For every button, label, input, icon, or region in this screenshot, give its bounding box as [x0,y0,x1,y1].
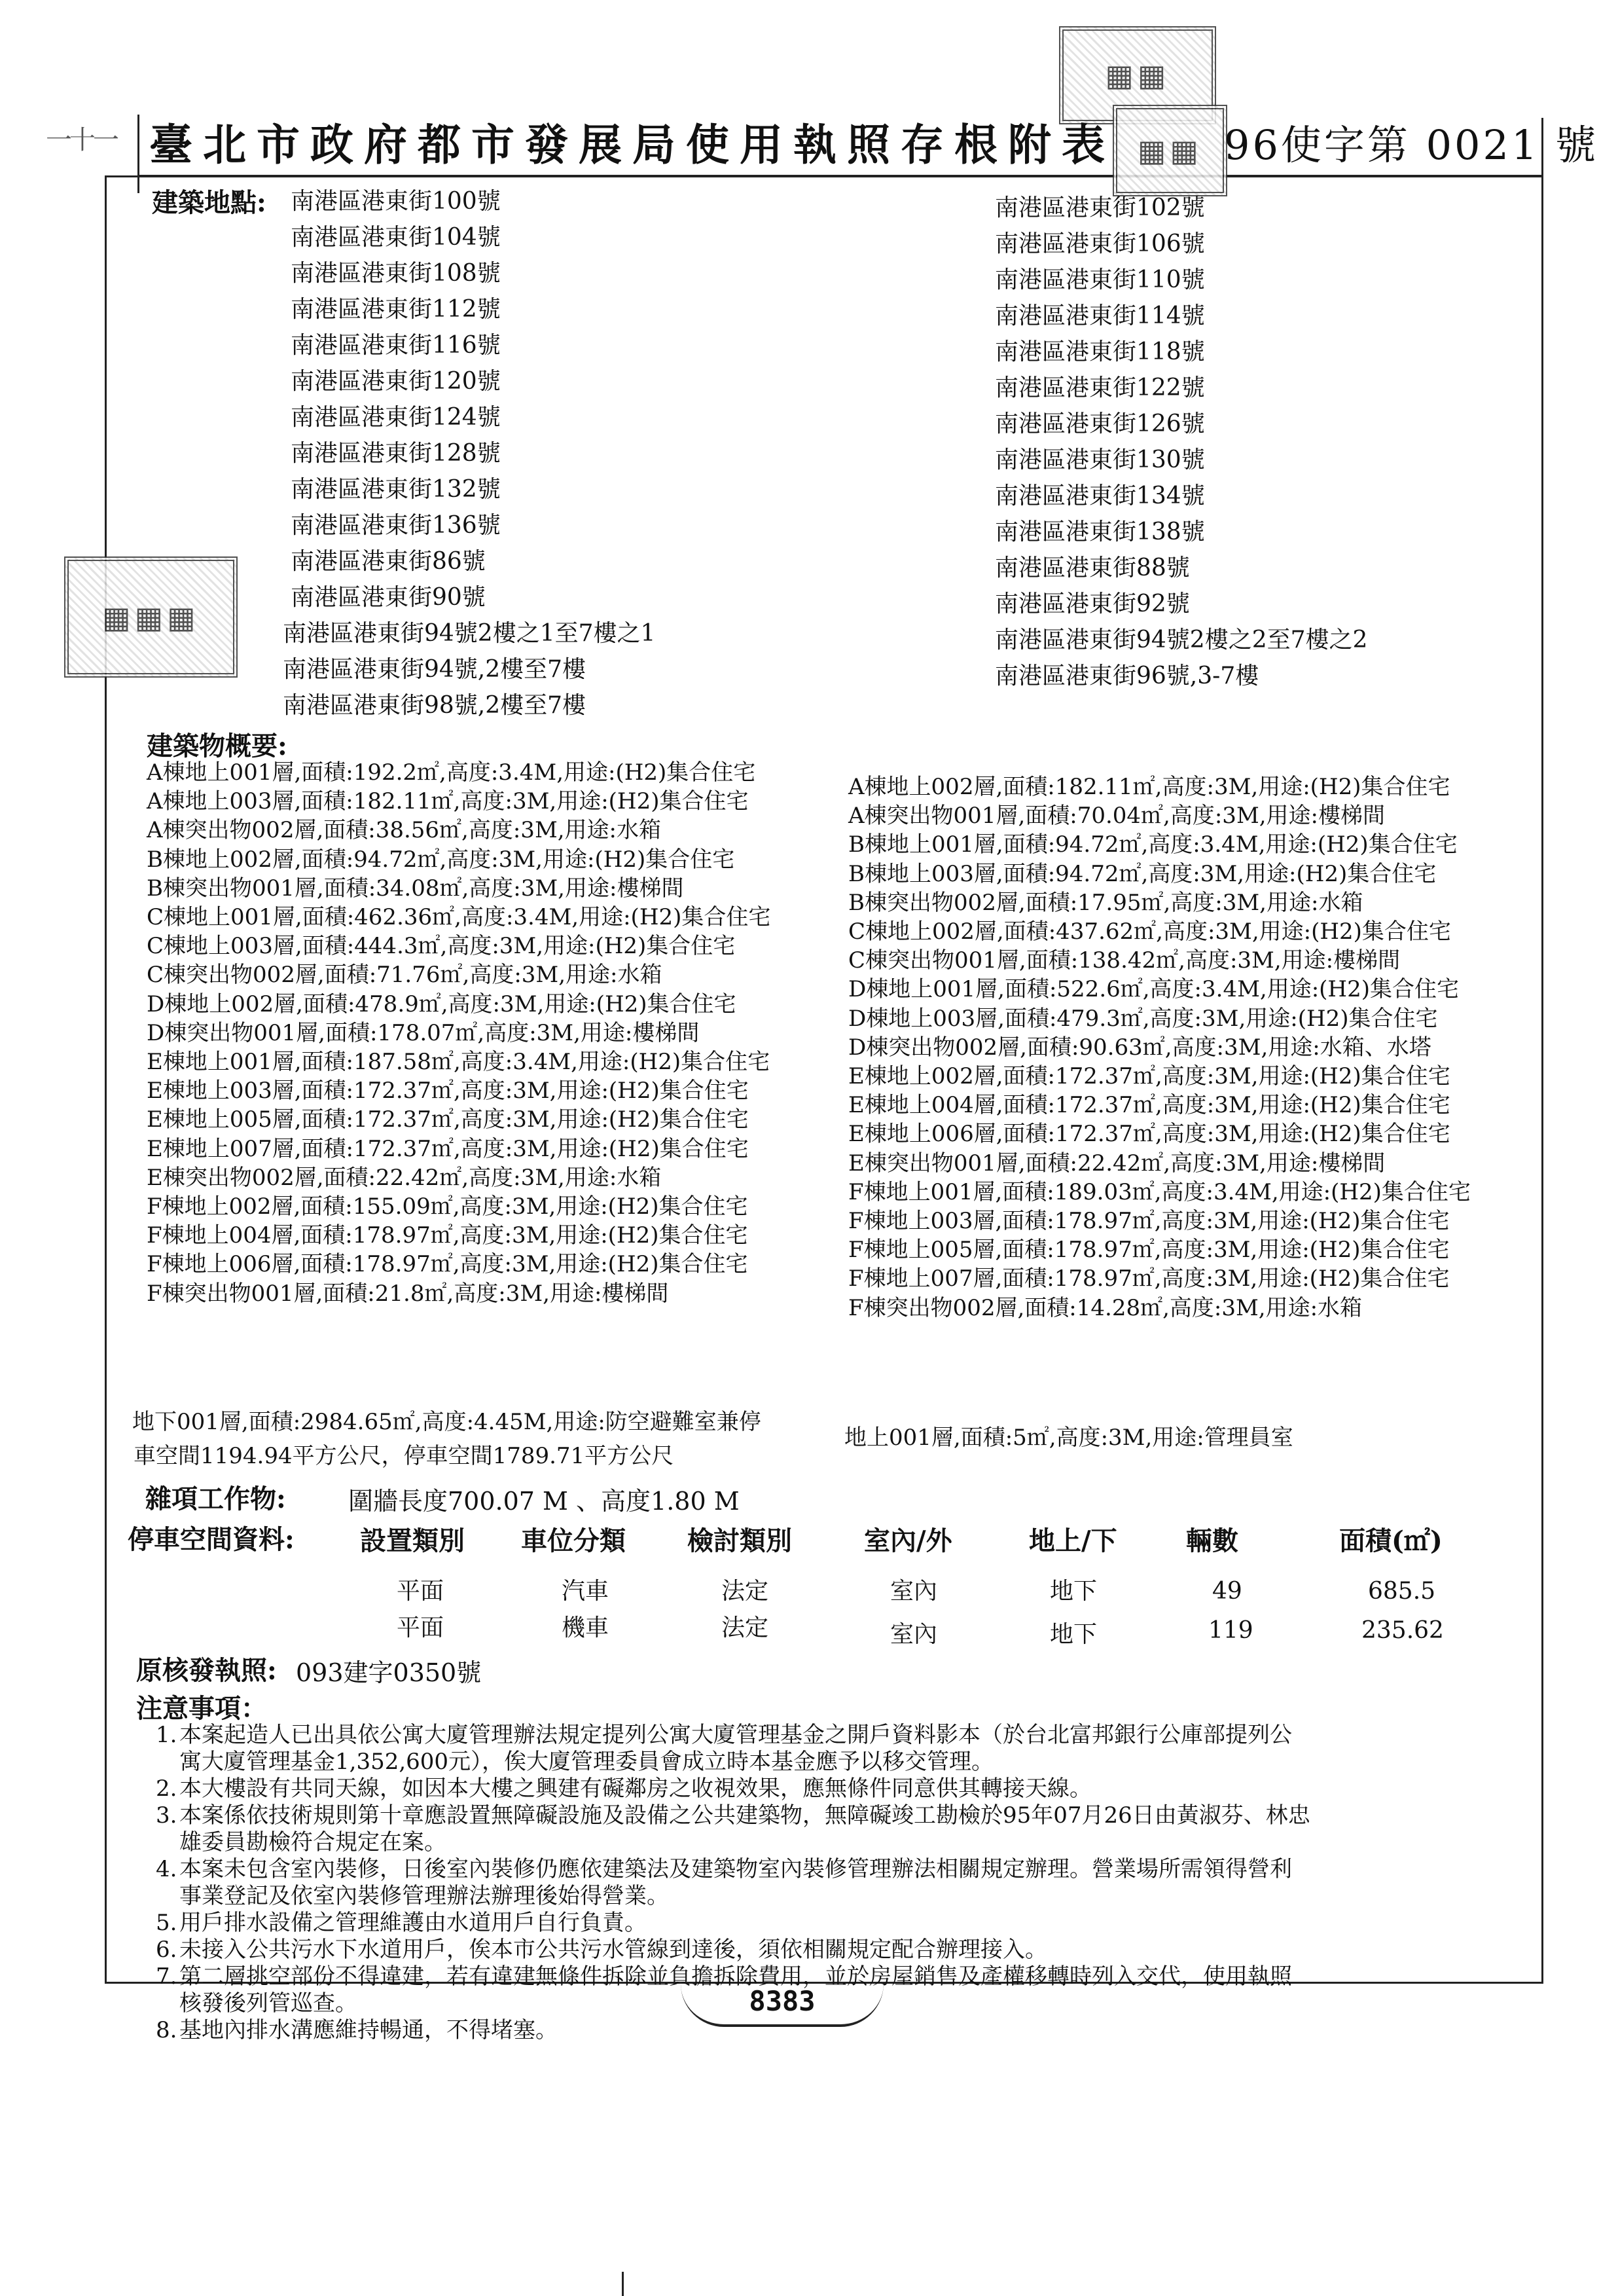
parking-cell: 室內 [890,1578,938,1605]
ground-mgmt-spec: 地上001層,面積:5㎡,高度:3M,用途:管理員室 [844,1425,1293,1451]
parking-cell: 地下 [1050,1621,1098,1648]
overview-item: F棟地上002層,面積:155.09㎡,高度:3M,用途:(H2)集合住宅 [147,1194,748,1220]
document-number: 96使字第 0021 號 [1224,121,1599,169]
overview-item: A棟地上001層,面積:192.2㎡,高度:3.4M,用途:(H2)集合住宅 [147,759,756,786]
note-number: 7. [156,1963,177,1990]
parking-cell: 119 [1208,1617,1253,1644]
note-item [156,1910,1537,1937]
overview-item: A棟突出物001層,面積:70.04㎡,高度:3M,用途:樓梯間 [848,803,1386,829]
overview-item: F棟突出物002層,面積:14.28㎡,高度:3M,用途:水箱 [848,1294,1363,1321]
note-text-cont: 寓大廈管理基金1,352,600元），俟大廈管理委員會成立時本基金應予以移交管理。 [179,1749,994,1775]
official-seal-stamp: ▦▦ [1113,105,1227,196]
parking-cell: 235.62 [1361,1617,1444,1644]
address-label: 建築地點: [152,187,266,218]
parking-header: 檢討類別 [687,1525,792,1556]
overview-item: E棟地上007層,面積:172.37㎡,高度:3M,用途:(H2)集合住宅 [147,1135,749,1162]
note-number: 5. [156,1910,177,1936]
parking-cell: 法定 [721,1578,769,1605]
original-permit-value: 093建字0350號 [296,1658,482,1687]
overview-item: F棟地上003層,面積:178.97㎡,高度:3M,用途:(H2)集合住宅 [848,1208,1450,1235]
notes-label: 注意事項： [136,1693,267,1724]
overview-item: F棟突出物001層,面積:21.8㎡,高度:3M,用途:樓梯間 [147,1280,669,1307]
page-number-seal: 8383 [681,1984,884,2027]
overview-item: C棟突出物002層,面積:71.76㎡,高度:3M,用途:水箱 [147,962,662,989]
note-number: 3. [156,1802,177,1829]
parking-cell: 機車 [562,1614,609,1641]
address-item: 南港區港東街102號 [995,194,1205,221]
overview-item: F棟地上006層,面積:178.97㎡,高度:3M,用途:(H2)集合住宅 [147,1251,748,1278]
overview-item: E棟地上005層,面積:172.37㎡,高度:3M,用途:(H2)集合住宅 [147,1106,749,1133]
overview-item: F棟地上004層,面積:178.97㎡,高度:3M,用途:(H2)集合住宅 [147,1222,748,1249]
address-item: 南港區港東街118號 [995,338,1205,365]
overview-item: E棟地上001層,面積:187.58㎡,高度:3.4M,用途:(H2)集合住宅 [147,1049,770,1076]
address-item: 南港區港東街104號 [291,224,501,251]
parking-cell: 平面 [397,1578,444,1605]
overview-item: B棟地上002層,面積:94.72㎡,高度:3M,用途:(H2)集合住宅 [147,846,735,873]
overview-item: B棟突出物002層,面積:17.95㎡,高度:3M,用途:水箱 [848,889,1363,916]
note-line [156,1776,1537,1802]
frame-divider [137,115,139,193]
note-item [156,1722,1537,1776]
note-text: 未接入公共污水下水道用戶，俟本市公共污水管線到達後，須依相關規定配合辦理接入。 [179,1937,1047,1963]
overview-label: 建築物概要: [147,731,287,761]
address-item: 南港區港東街120號 [291,368,501,395]
note-text: 本案係依技術規則第十章應設置無障礙設施及設備之公共建築物，無障礙竣工勘檢於95年07月26日由黃淑芬、林忠 [179,1802,1310,1829]
address-item: 南港區港東街106號 [995,230,1205,257]
address-item: 南港區港東街110號 [995,266,1205,293]
official-seal-stamp: ▦▦▦ [64,556,238,678]
overview-item: D棟突出物001層,面積:178.07㎡,高度:3M,用途:樓梯間 [147,1019,700,1046]
overview-item: F棟地上005層,面積:178.97㎡,高度:3M,用途:(H2)集合住宅 [848,1237,1450,1264]
note-item [156,1856,1537,1910]
overview-list-right [848,773,1471,1322]
overview-list-left [147,758,770,1308]
overview-item: E棟地上002層,面積:172.37㎡,高度:3M,用途:(H2)集合住宅 [848,1063,1450,1090]
overview-item: D棟突出物002層,面積:90.63㎡,高度:3M,用途:水箱、水塔 [848,1034,1431,1061]
overview-item: F棟地上007層,面積:178.97㎡,高度:3M,用途:(H2)集合住宅 [848,1266,1450,1292]
note-item [156,1776,1537,1802]
parking-header: 輛數 [1186,1525,1238,1556]
note-text: 基地內排水溝應維持暢通，不得堵塞。 [179,2017,558,2043]
overview-item: D棟地上002層,面積:478.9㎡,高度:3M,用途:(H2)集合住宅 [147,991,736,1017]
overview-item: A棟突出物002層,面積:38.56㎡,高度:3M,用途:水箱 [147,817,662,844]
parking-header: 面積(㎡) [1339,1525,1443,1556]
address-item: 南港區港東街108號 [291,260,501,287]
overview-item: A棟地上002層,面積:182.11㎡,高度:3M,用途:(H2)集合住宅 [848,774,1450,800]
address-item: 南港區港東街94號2樓之1至7樓之1 [283,620,656,647]
note-line [156,1910,1537,1937]
address-item: 南港區港東街96號,3-7樓 [995,663,1259,689]
note-number: 6. [156,1937,177,1963]
parking-cell: 49 [1212,1578,1242,1605]
overview-item: E棟突出物002層,面積:22.42㎡,高度:3M,用途:水箱 [147,1164,662,1191]
overview-item: B棟地上001層,面積:94.72㎡,高度:3.4M,用途:(H2)集合住宅 [848,831,1458,858]
parking-cell: 法定 [721,1614,769,1641]
address-item: 南港區港東街116號 [291,332,501,359]
address-item: 南港區港東街98號,2樓至7樓 [283,692,586,719]
address-list-left [291,183,501,615]
parking-cell: 地下 [1050,1578,1098,1605]
note-line [156,1856,1537,1883]
address-item: 南港區港東街100號 [291,188,501,215]
note-number: 8. [156,2017,177,2043]
overview-item: B棟地上003層,面積:94.72㎡,高度:3M,用途:(H2)集合住宅 [848,860,1437,887]
address-item: 南港區港東街94號,2樓至7樓 [283,656,586,683]
address-item: 南港區港東街126號 [995,410,1205,437]
note-text: 本案起造人已出具依公寓大廈管理辦法規定提列公寓大廈管理基金之開戶資料影本（於台北富邦銀行公庫部提列公 [179,1722,1292,1748]
note-line [156,1802,1537,1829]
address-item: 南港區港東街136號 [291,512,501,539]
address-list-right [995,190,1367,694]
address-item: 南港區港東街134號 [995,483,1205,509]
basement-spec: 地下001層,面積:2984.65㎡,高度:4.45M,用途:防空避難室兼停 [132,1409,761,1435]
parking-header: 車位分類 [521,1525,626,1556]
note-item [156,1802,1537,1856]
overview-item: C棟突出物001層,面積:138.42㎡,高度:3M,用途:樓梯間 [848,947,1401,974]
parking-cell: 汽車 [562,1578,609,1605]
address-item: 南港區港東街94號2樓之2至7樓之2 [995,627,1368,653]
parking-label: 停車空間資料: [128,1524,295,1555]
parking-cell: 平面 [397,1614,444,1641]
official-seal-stamp: ▦▦ [1059,26,1216,124]
address-item: 南港區港東街92號 [995,591,1190,617]
address-item: 南港區港東街88號 [995,555,1190,581]
overview-item: E棟地上003層,面積:172.37㎡,高度:3M,用途:(H2)集合住宅 [147,1078,749,1104]
note-text-cont: 事業登記及依室內裝修管理辦法辦理後始得營業。 [179,1883,669,1909]
margin-tick [622,2272,624,2296]
address-item: 南港區港東街124號 [291,404,501,431]
note-number: 4. [156,1856,177,1882]
overview-item: E棟地上004層,面積:172.37㎡,高度:3M,用途:(H2)集合住宅 [848,1092,1450,1119]
parking-header: 設置類別 [360,1525,465,1556]
note-line [156,1722,1537,1749]
overview-item: C棟地上002層,面積:437.62㎡,高度:3M,用途:(H2)集合住宅 [848,919,1451,945]
misc-works-label: 雜項工作物: [145,1484,286,1514]
note-item [156,1937,1537,1963]
basement-spec-cont: 車空間1194.94平方公尺，停車空間1789.71平方公尺 [134,1443,674,1469]
overview-item: C棟地上001層,面積:462.36㎡,高度:3.4M,用途:(H2)集合住宅 [147,904,771,931]
note-text-cont: 核發後列管巡查。 [179,1990,357,2016]
parking-header: 室內/外 [864,1525,952,1556]
address-item: 南港區港東街114號 [995,302,1205,329]
note-text: 本案未包含室內裝修，日後室內裝修仍應依建築法及建築物室內裝修管理辦法相關規定辦理。營業場所需領得營利 [179,1856,1292,1882]
page-title: 臺北市政府都市發展局使用執照存根附表 [149,119,1115,170]
overview-item: F棟地上001層,面積:189.03㎡,高度:3.4M,用途:(H2)集合住宅 [848,1178,1471,1205]
overview-item: B棟突出物001層,面積:34.08㎡,高度:3M,用途:樓梯間 [147,875,684,902]
address-item: 南港區港東街122號 [995,374,1205,401]
note-number: 2. [156,1776,177,1802]
note-text-cont: 雄委員勘檢符合規定在案。 [179,1829,446,1855]
title-rule [137,175,1543,177]
overview-item: D棟地上001層,面積:522.6㎡,高度:3.4M,用途:(H2)集合住宅 [848,976,1459,1003]
overview-item: D棟地上003層,面積:479.3㎡,高度:3M,用途:(H2)集合住宅 [848,1005,1438,1032]
overview-item: E棟突出物001層,面積:22.42㎡,高度:3M,用途:樓梯間 [848,1150,1386,1176]
address-list-left-extra [283,615,655,723]
parking-cell: 室內 [890,1621,938,1648]
overview-item: E棟地上006層,面積:172.37㎡,高度:3M,用途:(H2)集合住宅 [848,1121,1450,1148]
address-item: 南港區港東街132號 [291,476,501,503]
note-number: 1. [156,1722,177,1748]
note-text: 用戶排水設備之管理維護由水道用戶自行負責。 [179,1910,647,1936]
original-permit-label: 原核發執照: [136,1655,277,1686]
note-text: 本大樓設有共同天線，如因本大樓之興建有礙鄰房之收視效果，應無條件同意供其轉接天線。 [179,1776,1092,1802]
address-item: 南港區港東街128號 [291,440,501,467]
parking-header: 地上/下 [1029,1525,1117,1556]
note-text: 第二層挑空部份不得違建，若有違建無條件拆除並負擔拆除費用，並於房屋銷售及產權移轉時列入交代，使用執照 [179,1963,1292,1990]
parking-cell: 685.5 [1368,1578,1436,1605]
margin-marks: 一十一 [46,125,117,155]
address-item: 南港區港東街112號 [291,296,501,323]
misc-works-value: 圍牆長度700.07 M 、高度1.80 M [348,1487,740,1516]
overview-item: A棟地上003層,面積:182.11㎡,高度:3M,用途:(H2)集合住宅 [147,788,749,815]
note-line [156,1937,1537,1963]
address-item: 南港區港東街138號 [995,519,1205,545]
address-item: 南港區港東街90號 [291,584,486,611]
address-item: 南港區港東街130號 [995,446,1205,473]
address-item: 南港區港東街86號 [291,548,486,575]
overview-item: C棟地上003層,面積:444.3㎡,高度:3M,用途:(H2)集合住宅 [147,933,736,960]
